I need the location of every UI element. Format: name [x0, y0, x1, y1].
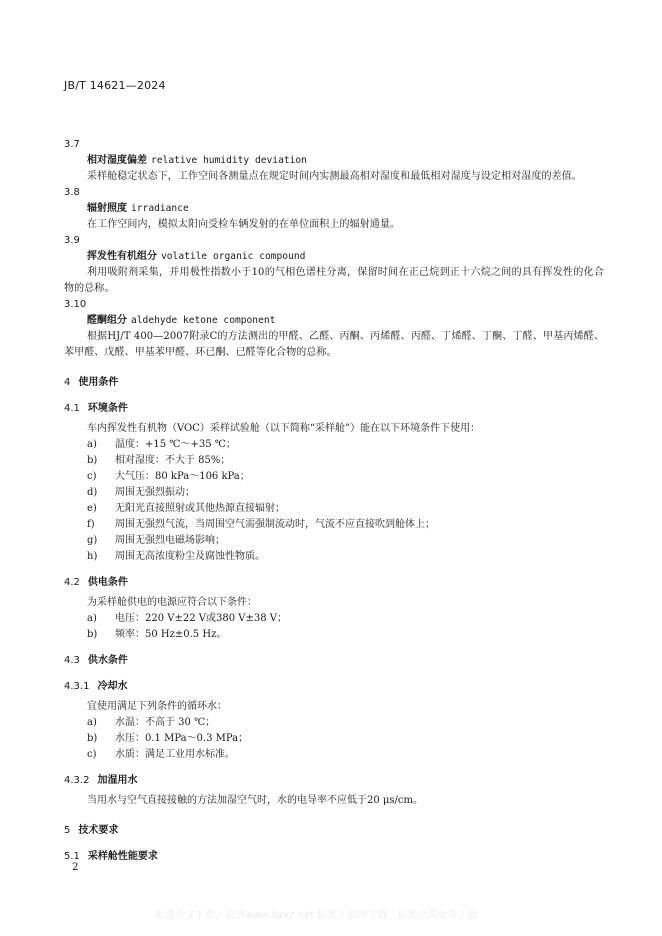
section-heading-4: [64, 375, 604, 391]
term-title: [64, 313, 604, 329]
list-text: 周围无强烈电磁场影响；: [115, 535, 225, 546]
list-label: a): [87, 613, 97, 624]
list-item: [64, 485, 604, 501]
section-heading-4-3-2: [64, 773, 604, 789]
section-intro: 车内挥发性有机物（VOC）采样试验舱（以下简称“采样舱”）能在以下环境条件下使用：: [87, 423, 481, 434]
list-item: [64, 533, 604, 549]
term-title: [64, 249, 604, 265]
section-intro: 为采样舱供电的电源应符合以下条件：: [87, 597, 257, 608]
condition-list: [64, 437, 604, 565]
list-item: [64, 747, 604, 763]
section-title: 加湿用水: [97, 775, 138, 786]
section-title: 供电条件: [87, 577, 128, 588]
term-definition: 根据HJ/T 400—2007附录C的方法测出的甲醛、乙醛、丙酮、丙烯醛、丙醛、丁烯醛、丁酮、丁醛、甲基丙烯醛、苯甲醛、戊醛、甲基苯甲醛、环已酮、已醛等化合物的总称。: [64, 331, 604, 358]
term-title: [64, 153, 604, 169]
section-number: 4.3.2: [64, 775, 90, 786]
term-title-en: relative humidity deviation: [151, 155, 307, 166]
list-label: a): [87, 439, 97, 450]
list-text: 无阳光直接照射或其他热源直接辐射；: [115, 503, 285, 514]
list-item: [64, 715, 604, 731]
section-heading-4-2: [64, 575, 604, 591]
section-number: 4.2: [64, 577, 80, 588]
term-title-zh: 相对湿度偏差: [87, 155, 147, 166]
term-3-7: [64, 137, 604, 185]
term-definition: 在工作空间内，模拟太阳向受检车辆发射的在单位面积上的辐射通量。: [87, 219, 401, 230]
term-title-zh: 醛酮组分: [87, 315, 127, 326]
section-title: 环境条件: [87, 403, 128, 414]
section-heading-5: [64, 823, 604, 839]
list-text: 水温：不高于 30 ℃；: [115, 717, 216, 728]
section-number: 4.3: [64, 655, 80, 666]
list-text: 相对湿度：不大于 85%；: [115, 455, 231, 466]
list-label: f): [87, 519, 95, 530]
list-label: d): [87, 487, 98, 498]
list-text: 水压：0.1 MPa～0.3 MPa；: [115, 733, 249, 744]
list-label: c): [87, 471, 97, 482]
list-text: 大气压：80 kPa～106 kPa；: [115, 471, 250, 482]
section-heading-4-1: [64, 401, 604, 417]
section-title: 技术要求: [78, 825, 119, 836]
download-watermark: 标准全文下载，请到www.bzxz.net 标准下载网下载，标准全部免费下载: [155, 910, 478, 921]
list-text: 周围无高浓度粉尘及腐蚀性物质。: [115, 551, 265, 562]
list-text: 水质：满足工业用水标准。: [115, 749, 235, 760]
term-title-zh: 挥发性有机组分: [87, 251, 157, 262]
list-item: [64, 453, 604, 469]
list-item: [64, 501, 604, 517]
list-label: b): [87, 733, 98, 744]
section-number: 4.1: [64, 403, 80, 414]
section-title: 使用条件: [78, 377, 119, 388]
list-label: b): [87, 455, 98, 466]
condition-list: [64, 611, 604, 643]
term-3-9: [64, 233, 604, 297]
list-label: b): [87, 629, 98, 640]
list-label: g): [87, 535, 98, 546]
term-title-zh: 辐射照度: [87, 203, 127, 214]
term-number: 3.7: [64, 139, 80, 150]
section-heading-5-1: [64, 849, 604, 865]
list-item: [64, 517, 604, 533]
list-text: 电压：220 V±22 V或380 V±38 V；: [115, 613, 287, 624]
list-text: 周围无强烈气流，当周围空气需强制流动时，气流不应直接吹到舱体上；: [115, 519, 435, 530]
section-number: 4: [64, 377, 71, 388]
term-number: 3.9: [64, 235, 80, 246]
term-number: 3.10: [64, 299, 87, 310]
list-text: 周围无强烈振动；: [115, 487, 195, 498]
condition-list: [64, 715, 604, 763]
section-title: 采样舱性能要求: [87, 851, 158, 862]
term-title-en: irradiance: [131, 203, 189, 214]
list-text: 温度：+15 ℃～+35 ℃；: [115, 439, 236, 450]
term-title-en: volatile organic compound: [161, 251, 306, 262]
page-number: 2: [72, 862, 79, 873]
list-item: [64, 437, 604, 453]
document-code-header: JB/T 14621—2024: [64, 79, 166, 92]
list-label: h): [87, 551, 98, 562]
section-heading-4-3: [64, 653, 604, 669]
list-text: 频率：50 Hz±0.5 Hz。: [115, 629, 227, 640]
list-item: [64, 627, 604, 643]
list-item: [64, 469, 604, 485]
section-title: 供水条件: [87, 655, 128, 666]
term-title-en: aldehyde ketone component: [131, 315, 276, 326]
term-number: 3.8: [64, 187, 80, 198]
term-definition: 采样舱稳定状态下，工作空间各测量点在规定时间内实测最高相对湿度和最低相对湿度与设定相对湿度的差值。: [87, 171, 582, 182]
section-title: 冷却水: [97, 681, 128, 692]
section-intro: 宜使用满足下列条件的循环水：: [87, 701, 227, 712]
term-definition: 利用吸附剂采集，并用极性指数小于10的气相色谱柱分离，保留时间在正己烷到正十六烷之间的具有挥发性的化合物的总称。: [64, 267, 604, 294]
list-item: [64, 549, 604, 565]
list-item: [64, 731, 604, 747]
list-item: [64, 611, 604, 627]
term-3-8: [64, 185, 604, 233]
section-text: 当用水与空气直接接触的方法加湿空气时，水的电导率不应低于20 μs/cm。: [87, 795, 423, 806]
list-label: e): [87, 503, 97, 514]
term-3-10: [64, 297, 604, 361]
term-title: [64, 201, 604, 217]
list-label: a): [87, 717, 97, 728]
section-number: 4.3.1: [64, 681, 90, 692]
section-number: 5: [64, 825, 71, 836]
section-number: 5.1: [64, 851, 80, 862]
list-label: c): [87, 749, 97, 760]
document-body: [64, 137, 604, 869]
section-heading-4-3-1: [64, 679, 604, 695]
